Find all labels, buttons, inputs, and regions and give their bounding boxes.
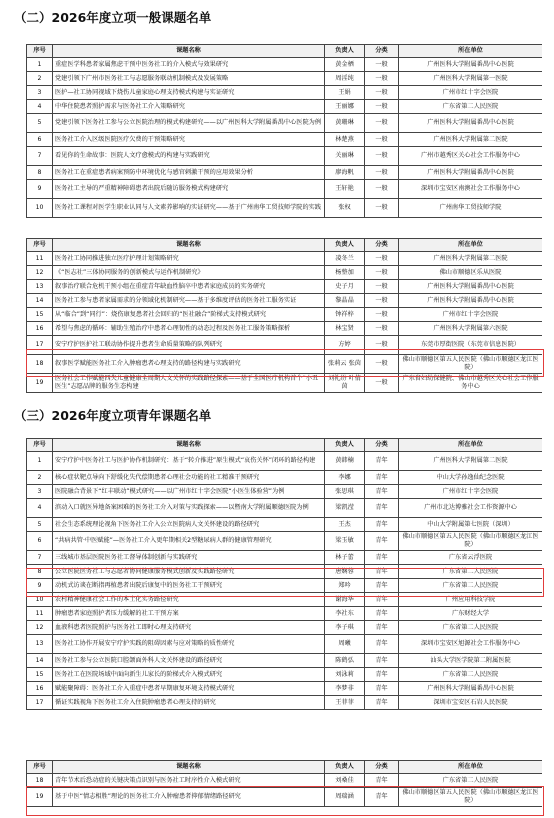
table-row	[27, 682, 543, 696]
unit-cell: 中山大学附属第七医院（深圳）	[399, 518, 543, 532]
leader-cell: 周瑞涵	[325, 788, 365, 807]
title-cell: 青年节术后恐动症的关键决策点识别与医务社工时序性介入模式研究	[53, 774, 325, 788]
table-row	[27, 252, 543, 266]
table-row	[27, 114, 543, 133]
title-cell: 赋能聚障碍：医务社工介入重症中患者早期康复环境支持模式研究	[53, 682, 325, 696]
youth-table-part1	[26, 438, 542, 754]
category-cell: 青年	[365, 635, 399, 654]
unit-cell: 广州医科大学附属番禺中心医院	[399, 114, 543, 133]
unit-cell: 广州南华工贸技师学院	[399, 199, 543, 218]
column-header: 分类	[365, 45, 399, 58]
leader-cell: 李娜	[325, 471, 365, 485]
seq-cell: 13	[27, 280, 53, 294]
unit-cell: 广州医科大学附属第二医院	[399, 252, 543, 266]
header-row	[27, 439, 543, 452]
title-cell: 医务社工介入区级医院医疗欠费的干预策略研究	[53, 133, 325, 147]
leader-cell: 黎晶晶	[325, 294, 365, 308]
table-row	[27, 100, 543, 114]
category-cell: 一般	[365, 294, 399, 308]
category-cell: 一般	[365, 86, 399, 100]
seq-cell: 11	[27, 607, 53, 621]
table-row	[27, 788, 543, 807]
unit-cell: 深圳市宝安区南澳社会工作服务中心	[399, 180, 543, 199]
leader-cell: 钟祥梓	[325, 308, 365, 322]
leader-cell: 杨整加	[325, 266, 365, 280]
youth-table-part2	[26, 760, 542, 816]
table-row	[27, 668, 543, 682]
column-header: 课题名称	[53, 239, 325, 252]
unit-cell: 佛山市顺德区乐从医院	[399, 266, 543, 280]
seq-cell: 3	[27, 86, 53, 100]
category-cell: 青年	[365, 471, 399, 485]
unit-cell: 广东省第二人民医院	[399, 774, 543, 788]
unit-cell: 中山大学孙逸仙纪念医院	[399, 471, 543, 485]
leader-cell: 周曦	[325, 635, 365, 654]
category-cell: 一般	[365, 180, 399, 199]
seq-cell: 12	[27, 621, 53, 635]
section2-title: （二）2026年度立项一般课题名单	[14, 10, 212, 25]
seq-cell: 8	[27, 565, 53, 579]
column-header: 课题名称	[53, 761, 325, 774]
unit-cell: 广东省第二人民医院	[399, 100, 543, 114]
leader-cell: 张莉云 张茵	[325, 355, 365, 374]
seq-cell: 1	[27, 58, 53, 72]
category-cell: 一般	[365, 72, 399, 86]
column-header: 序号	[27, 45, 53, 58]
category-cell: 青年	[365, 682, 399, 696]
unit-cell: 广州医科大学附属番禺中心医院	[399, 294, 543, 308]
unit-cell: 广州医科大学附属第二医院	[399, 133, 543, 147]
leader-cell: 关丽琳	[325, 147, 365, 166]
leader-cell: 梁玉敏	[325, 532, 365, 551]
unit-cell: 广东省妇幼保健院、佛山市越秀区关心社会工作服务中心	[399, 374, 543, 393]
seq-cell: 7	[27, 551, 53, 565]
title-cell: 看见你的生命故事：医院人文疗愈模式的构建与实践研究	[53, 147, 325, 166]
column-header: 所在单位	[399, 439, 543, 452]
section3-title: （三）2026年度立项青年课题名单	[14, 408, 212, 423]
category-cell: 一般	[365, 133, 399, 147]
unit-cell: 广州医科大学附属第一医院	[399, 72, 543, 86]
seq-cell: 11	[27, 252, 53, 266]
seq-cell: 5	[27, 518, 53, 532]
unit-cell: 广东省第二人民医院	[399, 668, 543, 682]
leader-cell: 刘泳莉	[325, 668, 365, 682]
title-cell: 医务社工协作开展安宁疗护实践的阻碍因素与应对策略的质性研究	[53, 635, 325, 654]
title-cell: 医务社工参与患者家属需求的分领域化机制研究——基于多维度评估的医务社工服务实证	[53, 294, 325, 308]
table-row	[27, 696, 543, 710]
leader-cell: 张思琪	[325, 485, 365, 499]
leader-cell: 王轩艳	[325, 180, 365, 199]
column-header: 分类	[365, 761, 399, 774]
leader-cell: 林子蕾	[325, 551, 365, 565]
column-header: 序号	[27, 239, 53, 252]
title-cell: 医务社工在重症患者病案预防中环境优化与感官刺激干预的应用效果分析	[53, 166, 325, 180]
seq-cell: 13	[27, 635, 53, 654]
title-cell: 医务社会工作赋能四失儿童健康全周期人文关怀的实践路径探索——基于全国医疗机构首个“小丑医生”志愿品牌的服务生态构建	[53, 374, 325, 393]
seq-cell: 4	[27, 499, 53, 518]
seq-cell: 9	[27, 579, 53, 593]
table-row	[27, 452, 543, 471]
table-row	[27, 180, 543, 199]
seq-cell: 16	[27, 322, 53, 336]
category-cell: 一般	[365, 355, 399, 374]
leader-cell: 周淫纯	[325, 72, 365, 86]
header-row	[27, 45, 543, 58]
category-cell: 青年	[365, 499, 399, 518]
table-row	[27, 518, 543, 532]
category-cell: 一般	[365, 336, 399, 355]
table-row	[27, 266, 543, 280]
unit-cell: 广州市红十字会医院	[399, 308, 543, 322]
unit-cell: 广东省第二人民医院	[399, 565, 543, 579]
seq-cell: 17	[27, 336, 53, 355]
table-row	[27, 58, 543, 72]
leader-cell: 林宝贤	[325, 322, 365, 336]
leader-cell: 谢海华	[325, 593, 365, 607]
seq-cell: 19	[27, 788, 53, 807]
seq-cell: 10	[27, 199, 53, 218]
title-cell: 公立医院医务社工与志愿者协同健康服务模式创新及实践路径研究	[53, 565, 325, 579]
category-cell: 青年	[365, 621, 399, 635]
category-cell: 一般	[365, 374, 399, 393]
category-cell: 青年	[365, 607, 399, 621]
seq-cell: 2	[27, 471, 53, 485]
category-cell: 青年	[365, 551, 399, 565]
column-header: 所在单位	[399, 239, 543, 252]
category-cell: 青年	[365, 485, 399, 499]
category-cell: 一般	[365, 266, 399, 280]
table-row	[27, 551, 543, 565]
unit-cell: 东莞市厚街医院（东莞市信息医院）	[399, 336, 543, 355]
general-table-part2	[26, 238, 542, 402]
table-row	[27, 294, 543, 308]
title-cell: 党建引领下医务社工参与公立医院治理的模式构建研究——以广州医科大学附属番禺中心医院为例	[53, 114, 325, 133]
leader-cell: 李社东	[325, 607, 365, 621]
category-cell: 一般	[365, 199, 399, 218]
seq-cell: 3	[27, 485, 53, 499]
seq-cell: 16	[27, 682, 53, 696]
leader-cell: 王娟	[325, 86, 365, 100]
category-cell: 青年	[365, 668, 399, 682]
table-row	[27, 355, 543, 374]
title-cell: 医务社工课程对医学生职业认同与人文素养影响的实证研究——基于广州南华工贸技师学院的实践	[53, 199, 325, 218]
table-row	[27, 72, 543, 86]
leader-cell: 郑吟	[325, 579, 365, 593]
table-row	[27, 147, 543, 166]
column-header: 分类	[365, 239, 399, 252]
column-header: 负责人	[325, 761, 365, 774]
table-row	[27, 593, 543, 607]
title-cell: 中华住院患者照护需求与医务社工介入策略研究	[53, 100, 325, 114]
table-row	[27, 322, 543, 336]
title-cell: 叙事医学赋能医务社工介入肿瘤患者心理支持的路径构建与实践研究	[53, 355, 325, 374]
category-cell: 青年	[365, 654, 399, 668]
leader-cell: 梁凯滢	[325, 499, 365, 518]
title-cell: 医务社工参与公立医院口腔颌面外科人文关怀建设的路径研究	[53, 654, 325, 668]
seq-cell: 18	[27, 355, 53, 374]
seq-cell: 5	[27, 114, 53, 133]
title-cell: 核心症状靶点导向下舒缓化失代偿期患者心理社会功能的社工精准干预研究	[53, 471, 325, 485]
unit-cell: 广州市越秀区关心社会工作服务中心	[399, 147, 543, 166]
title-cell: 医务社工协同推进独立医疗护理计划策略研究	[53, 252, 325, 266]
unit-cell: 广州医科大学附属番禺中心医院	[399, 58, 543, 72]
seq-cell: 10	[27, 593, 53, 607]
title-cell: 肿瘤患者家庭照护者压力缓解的社工干预方案	[53, 607, 325, 621]
column-header: 序号	[27, 761, 53, 774]
unit-cell: 广州医科大学附属番禺中心医院	[399, 280, 543, 294]
category-cell: 青年	[365, 565, 399, 579]
leader-cell: 黄金栖	[325, 58, 365, 72]
unit-cell: 广东省第二人民医院	[399, 621, 543, 635]
seq-cell: 12	[27, 266, 53, 280]
category-cell: 一般	[365, 308, 399, 322]
seq-cell: 17	[27, 696, 53, 710]
unit-cell: 广州市红十字会医院	[399, 485, 543, 499]
title-cell: 农村精神健康社会工作的本土化实务路径研究	[53, 593, 325, 607]
unit-cell: 深圳市宝安区石岩人民医院	[399, 696, 543, 710]
seq-cell: 9	[27, 180, 53, 199]
title-cell: 动机式访谈在断指再植患者出院后康复中的医务社工干预研究	[53, 579, 325, 593]
title-cell: 循证实践视角下医务社工介入住院肿瘤患者心理支持的研究	[53, 696, 325, 710]
leader-cell: 凌冬兰	[325, 252, 365, 266]
column-header: 负责人	[325, 45, 365, 58]
seq-cell: 7	[27, 147, 53, 166]
unit-cell: 广州医科大学附属第二医院	[399, 452, 543, 471]
column-header: 所在单位	[399, 761, 543, 774]
column-header: 序号	[27, 439, 53, 452]
leader-cell: 廖海帆	[325, 166, 365, 180]
header-row	[27, 239, 543, 252]
title-cell: 医务社工主导的严重精神障碍患者出院后随访服务模式构建研究	[53, 180, 325, 199]
table-row	[27, 374, 543, 393]
seq-cell: 2	[27, 72, 53, 86]
unit-cell: 广州市红十字会医院	[399, 86, 543, 100]
title-cell: 基于中医“情志相胜”理论的医务社工介入肿瘤患者抑郁情绪路径研究	[53, 788, 325, 807]
table-row	[27, 471, 543, 485]
category-cell: 青年	[365, 593, 399, 607]
category-cell: 一般	[365, 252, 399, 266]
table-row	[27, 532, 543, 551]
table-row	[27, 654, 543, 668]
unit-cell: 汕头大学医学院第二附属医院	[399, 654, 543, 668]
category-cell: 青年	[365, 579, 399, 593]
seq-cell: 1	[27, 452, 53, 471]
leader-cell: 王菲菲	[325, 696, 365, 710]
category-cell: 青年	[365, 696, 399, 710]
leader-cell: 林楚燕	[325, 133, 365, 147]
seq-cell: 18	[27, 774, 53, 788]
unit-cell: 佛山市顺德区第五人民医院（佛山市顺德区龙江医院）	[399, 532, 543, 551]
column-header: 课题名称	[53, 439, 325, 452]
title-cell: 社会生态系统理论视角下医务社工介入公立医院病人文关怀建设的路径研究	[53, 518, 325, 532]
title-cell: 血液科患者医院照护与医务社工即时心理支持研究	[53, 621, 325, 635]
category-cell: 一般	[365, 100, 399, 114]
seq-cell: 15	[27, 308, 53, 322]
unit-cell: 广州市北达博雅社会工作资源中心	[399, 499, 543, 518]
leader-cell: 李梦非	[325, 682, 365, 696]
unit-cell: 广东财经大学	[399, 607, 543, 621]
seq-cell: 6	[27, 532, 53, 551]
seq-cell: 14	[27, 294, 53, 308]
leader-cell: 唐娴蓉	[325, 565, 365, 579]
title-cell: 重症医学科患者家属焦虑干预中医务社工的介入模式与效果研究	[53, 58, 325, 72]
leader-cell: 陈鹤弘	[325, 654, 365, 668]
table-row	[27, 336, 543, 355]
category-cell: 青年	[365, 532, 399, 551]
table-row	[27, 621, 543, 635]
table-row	[27, 308, 543, 322]
title-cell: “共病共管·中医赋能”—医务社工介入更年期相关2型糖尿病人群的健康管理研究	[53, 532, 325, 551]
seq-cell: 19	[27, 374, 53, 393]
unit-cell: 广州应用科技学院	[399, 593, 543, 607]
seq-cell: 8	[27, 166, 53, 180]
table-row	[27, 565, 543, 579]
category-cell: 一般	[365, 147, 399, 166]
general-table-part1	[26, 44, 542, 232]
seq-cell: 4	[27, 100, 53, 114]
title-cell: 党建引领下广州市医务社工与志愿服务联动机制模式及发展策略	[53, 72, 325, 86]
unit-cell: 广州医科大学附属番禺中心医院	[399, 166, 543, 180]
category-cell: 一般	[365, 280, 399, 294]
leader-cell: 刘桑佳	[325, 774, 365, 788]
title-cell: 《“医志社”三体协同服务的创新模式与运作机制研究》	[53, 266, 325, 280]
table-row	[27, 485, 543, 499]
table-row	[27, 499, 543, 518]
category-cell: 青年	[365, 788, 399, 807]
title-cell: 滨动入口就医异地备案困难的医务社工介入对策与实践探索——以暨南大学附属顺德医院为例	[53, 499, 325, 518]
table-row	[27, 199, 543, 218]
leader-cell: 刘礼纷 叶倩茵	[325, 374, 365, 393]
table-row	[27, 607, 543, 621]
column-header: 课题名称	[53, 45, 325, 58]
unit-cell: 广州医科大学附属第六医院	[399, 322, 543, 336]
unit-cell: 广东省云浮医院	[399, 551, 543, 565]
table-row	[27, 635, 543, 654]
leader-cell: 史子月	[325, 280, 365, 294]
title-cell: 叙事治疗联合危机干预小组在重症青年缺血性脑卒中患者家庭成员的实务研究	[53, 280, 325, 294]
leader-cell: 李子琪	[325, 621, 365, 635]
unit-cell: 广州医科大学附属番禺中心医院	[399, 682, 543, 696]
table-row	[27, 280, 543, 294]
seq-cell: 6	[27, 133, 53, 147]
table-row	[27, 774, 543, 788]
table-row	[27, 166, 543, 180]
header-row	[27, 761, 543, 774]
column-header: 分类	[365, 439, 399, 452]
table-row	[27, 579, 543, 593]
leader-cell: 王杰	[325, 518, 365, 532]
column-header: 所在单位	[399, 45, 543, 58]
leader-cell: 王丽娜	[325, 100, 365, 114]
title-cell: 希望与焦虑的循环：辅助生殖治疗中患者心理韧性的动态过程及医务社工服务策略探析	[53, 322, 325, 336]
category-cell: 一般	[365, 58, 399, 72]
category-cell: 青年	[365, 452, 399, 471]
unit-cell: 深圳市宝安区旭源社会工作服务中心	[399, 635, 543, 654]
unit-cell: 佛山市顺德区第五人民医院（佛山市顺德区龙江医院）	[399, 788, 543, 807]
table-row	[27, 133, 543, 147]
title-cell: 医务社工在医院场域中面向新生儿家长的阶梯式介入模式研究	[53, 668, 325, 682]
leader-cell: 张权	[325, 199, 365, 218]
title-cell: 安宁疗护中医务社工与医护协作机制研究：基于“转介推进”原生模式“哀伤关怀”闭环的路径构建	[53, 452, 325, 471]
title-cell: 三线城市基层医院医务社工督导体制创新与实践研究	[53, 551, 325, 565]
category-cell: 青年	[365, 518, 399, 532]
leader-cell: 方婷	[325, 336, 365, 355]
leader-cell: 黄珊琳	[325, 114, 365, 133]
table-row	[27, 86, 543, 100]
leader-cell: 黄韩楠	[325, 452, 365, 471]
unit-cell: 佛山市顺德区第五人民医院（佛山市顺德区龙江医院）	[399, 355, 543, 374]
title-cell: 医护—社工协同视域下烧伤儿童家庭心理支持模式构建与实证研究	[53, 86, 325, 100]
title-cell: 医院融合背景下“红丰联动”模式研究——以广州市红十字会医院“小医生体验营”为例	[53, 485, 325, 499]
category-cell: 一般	[365, 322, 399, 336]
category-cell: 一般	[365, 166, 399, 180]
title-cell: 安宁疗护医护社工联动协作提升患者生命质量策略的队列研究	[53, 336, 325, 355]
category-cell: 一般	[365, 114, 399, 133]
column-header: 负责人	[325, 439, 365, 452]
column-header: 负责人	[325, 239, 365, 252]
seq-cell: 14	[27, 654, 53, 668]
category-cell: 青年	[365, 774, 399, 788]
seq-cell: 15	[27, 668, 53, 682]
title-cell: 从“临合”到“同行”：烧伤康复患者社会回归的“医社融合”阶梯式支持模式研究	[53, 308, 325, 322]
unit-cell: 广东省第二人民医院	[399, 579, 543, 593]
